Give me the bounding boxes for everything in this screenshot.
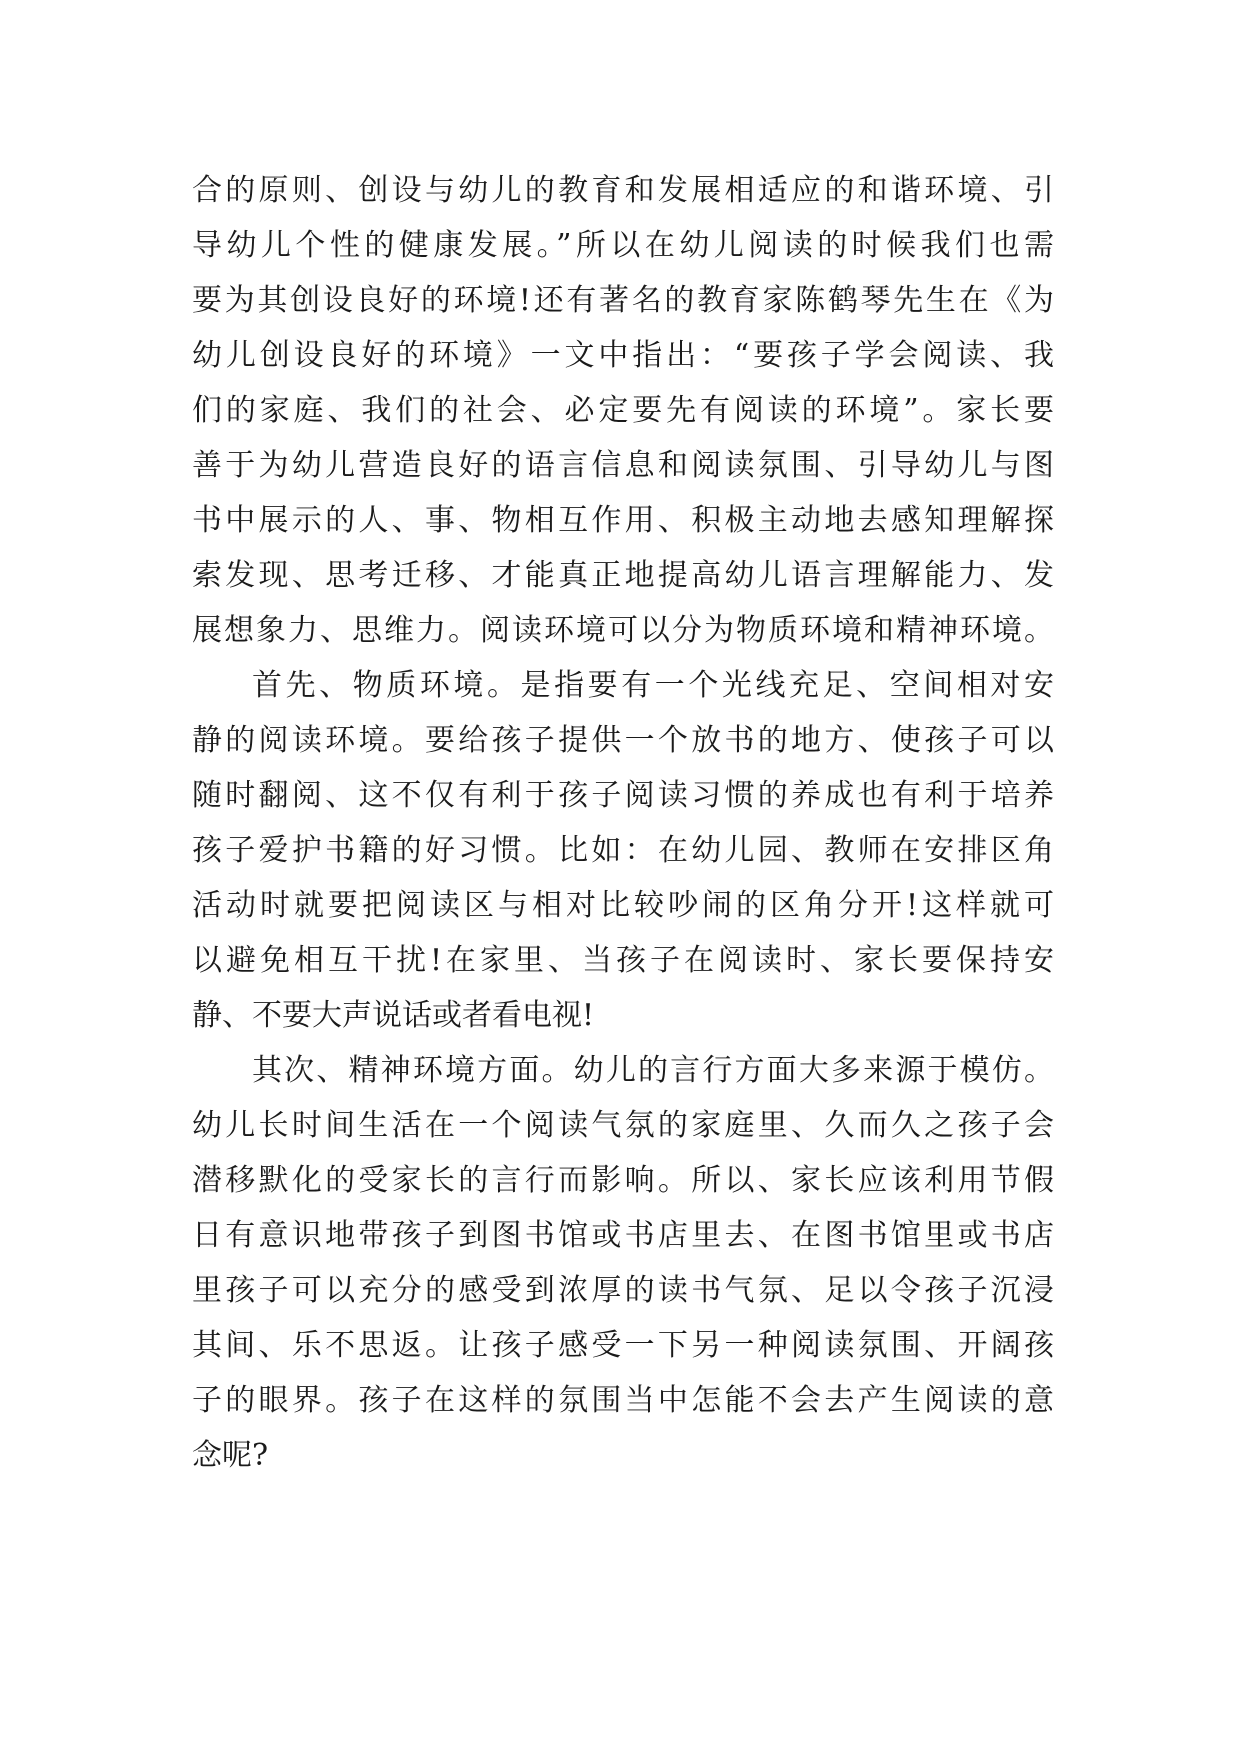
paragraph-line: 书中展示的人、事、物相互作用、积极主动地去感知理解探 xyxy=(192,503,1054,538)
paragraph-line: 静、不要大声说话或者看电视! xyxy=(192,998,595,1033)
paragraph-line: 导幼儿个性的健康发展。”所以在幼儿阅读的时候我们也需 xyxy=(192,228,1054,263)
paragraph-line: 其间、乐不思返。让孩子感受一下另一种阅读氛围、开阔孩 xyxy=(192,1328,1054,1363)
paragraph-line: 首先、物质环境。是指要有一个光线充足、空间相对安 xyxy=(252,668,1054,703)
paragraph-line: 潜移默化的受家长的言行而影响。所以、家长应该利用节假 xyxy=(192,1163,1054,1198)
paragraph-line: 随时翻阅、这不仅有利于孩子阅读习惯的养成也有利于培养 xyxy=(192,778,1054,813)
paragraph-line: 孩子爱护书籍的好习惯。比如：在幼儿园、教师在安排区角 xyxy=(192,833,1054,868)
paragraph-3 xyxy=(192,1043,1054,1483)
paragraph-line: 善于为幼儿营造良好的语言信息和阅读氛围、引导幼儿与图 xyxy=(192,448,1054,483)
paragraph-line: 合的原则、创设与幼儿的教育和发展相适应的和谐环境、引 xyxy=(192,173,1054,208)
paragraph-line: 幼儿创设良好的环境》一文中指出：“要孩子学会阅读、我 xyxy=(192,338,1054,373)
paragraph-line: 子的眼界。孩子在这样的氛围当中怎能不会去产生阅读的意 xyxy=(192,1383,1054,1418)
paragraph-1 xyxy=(192,163,1054,658)
paragraph-line: 日有意识地带孩子到图书馆或书店里去、在图书馆里或书店 xyxy=(192,1218,1054,1253)
paragraph-line: 念呢? xyxy=(192,1438,269,1473)
paragraph-line: 活动时就要把阅读区与相对比较吵闹的区角分开!这样就可 xyxy=(192,888,1054,923)
paragraph-line: 静的阅读环境。要给孩子提供一个放书的地方、使孩子可以 xyxy=(192,723,1054,758)
paragraph-line: 里孩子可以充分的感受到浓厚的读书气氛、足以令孩子沉浸 xyxy=(192,1273,1054,1308)
paragraph-line: 以避免相互干扰!在家里、当孩子在阅读时、家长要保持安 xyxy=(192,943,1054,978)
paragraph-2 xyxy=(192,658,1054,1043)
paragraph-line: 展想象力、思维力。阅读环境可以分为物质环境和精神环境。 xyxy=(192,613,1054,648)
paragraph-line: 要为其创设良好的环境!还有著名的教育家陈鹤琴先生在《为 xyxy=(192,283,1054,318)
paragraph-line: 们的家庭、我们的社会、必定要先有阅读的环境”。家长要 xyxy=(192,393,1054,428)
paragraph-line: 幼儿长时间生活在一个阅读气氛的家庭里、久而久之孩子会 xyxy=(192,1108,1054,1143)
paragraph-line: 索发现、思考迁移、才能真正地提高幼儿语言理解能力、发 xyxy=(192,558,1054,593)
paragraph-line: 其次、精神环境方面。幼儿的言行方面大多来源于模仿。 xyxy=(252,1053,1054,1088)
